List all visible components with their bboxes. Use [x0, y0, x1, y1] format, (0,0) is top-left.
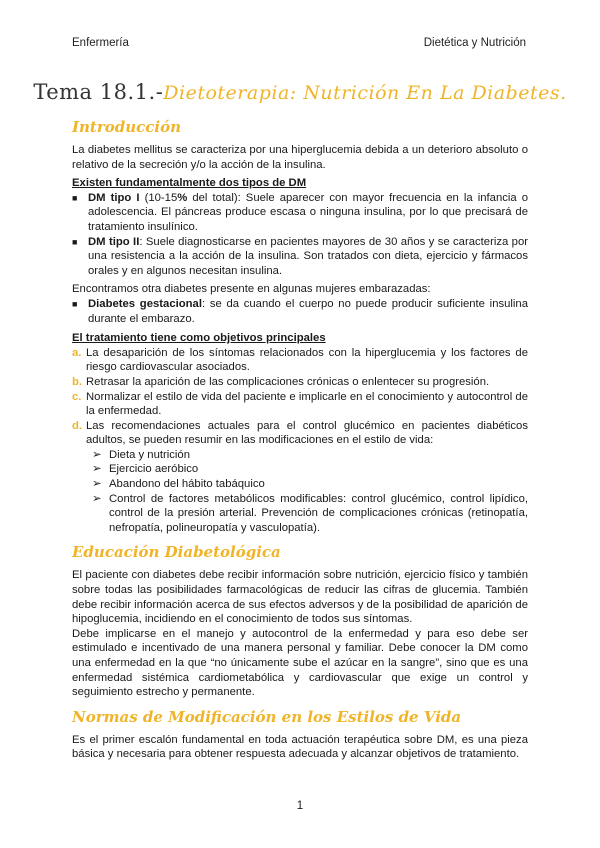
education-paragraph-1: El paciente con diabetes debe recibir información sobre nutrición, ejercicio físico y también sobre todas las posibilidades farmacológicas de reducir las cifras de glucemia. También debe recibir información acerca de sus efectos adversos y de la posibilidad de aparición de hipoglucemia, incidiendo en el conocimiento de todos sus síntomas. — [72, 569, 528, 626]
list-item-gestational: ■ Diabetes gestacional: se da cuando el cuerpo no puede producir suficiente insulina durante el embarazo. — [72, 297, 528, 325]
arrow-bullet-icon: ➢ — [92, 492, 102, 505]
objectives-heading: El tratamiento tiene como objetivos principales — [72, 332, 326, 345]
sub-item-diet: ➢ Dieta y nutrición — [92, 448, 190, 461]
letter-marker: b. — [72, 375, 83, 388]
term-dm2: DM tipo II — [88, 235, 140, 248]
other-diabetes-text: Encontramos otra diabetes presente en algunas mujeres embarazadas: — [72, 283, 431, 296]
objective-c: c. Normalizar el estilo de vida del paciente e implicarle en el conocimiento y autocontrol de la enfermedad. — [72, 390, 528, 418]
square-bullet-icon: ■ — [72, 236, 78, 247]
arrow-bullet-icon: ➢ — [92, 448, 102, 461]
square-bullet-icon: ■ — [72, 298, 78, 309]
sub-item-tobacco: ➢ Abandono del hábito tabáquico — [92, 478, 265, 491]
arrow-bullet-icon: ➢ — [92, 463, 102, 476]
section-heading-norms: Normas de Modificación en los Estilos de Vida — [72, 707, 462, 726]
objective-d: d. Las recomendaciones actuales para el control glucémico en pacientes diabéticos adultos, se pueden resumir en las modificaciones en el estilo de vida: — [72, 419, 528, 447]
list-item-dm2: ■ DM tipo II: Suele diagnosticarse en pacientes mayores de 30 años y se caracteriza por una resistencia a la acción de la insulina. Son tratados con dieta, ejercicio y fármacos orales y en algunos necesitan insulina. — [72, 235, 528, 277]
page-number: 1 — [296, 800, 304, 812]
sub-item-exercise: ➢ Ejercicio aeróbico — [92, 463, 199, 476]
objective-a: a. La desaparición de los síntomas relacionados con la hiperglucemia y los factores de riesgo cardiovascular asociados. — [72, 346, 528, 374]
header-right: Dietética y Nutrición — [423, 37, 526, 49]
section-heading-education: Educación Diabetológica — [72, 543, 281, 562]
arrow-bullet-icon: ➢ — [92, 478, 102, 491]
section-heading-intro: Introducción — [72, 118, 182, 136]
term-dm1: DM tipo I — [88, 191, 140, 204]
title-number: Tema 18.1.- — [33, 80, 164, 104]
education-paragraph-2: Debe implicarse en el manejo y autocontrol de la enfermedad y para eso debe ser estimulado e incentivado de una manera personal y familiar. Debe conocer la DM como una enfermedad en la que “no únicamente sube el azúcar en la sangre”, sino que es una enfermedad sistémica cardiometabólica y cardiovascular que exige un control y seguimiento estrecho y permanente. — [72, 627, 528, 699]
intro-paragraph: La diabetes mellitus se caracteriza por una hiperglucemia debida a un deterioro absoluto o relativo de la secreción y/o la acción de la insulina. — [72, 144, 528, 171]
list-item-dm1: ■ DM tipo I (10-15% del total): Suele aparecer con mayor frecuencia en la infancia o adolescencia. El páncreas produce escasa o ninguna insulina, por lo que precisará de tratamiento insulínico. — [72, 191, 529, 233]
types-heading: Existen fundamentalmente dos tipos de DM — [72, 177, 307, 190]
letter-marker: a. — [72, 346, 82, 359]
square-bullet-icon: ■ — [72, 192, 78, 203]
document-title — [0, 80, 600, 104]
letter-marker: c. — [72, 390, 82, 403]
objective-b: b. Retrasar la aparición de las complicaciones crónicas o enlentecer su progresión. — [72, 375, 490, 388]
sub-item-metabolic: ➢ Control de factores metabólicos modificables: control glucémico, control lipídico, control de la presión arterial. Prevención de complicaciones crónicas (retinopatía, nefropatía, polineuropatía y vasculopatía). — [92, 492, 528, 534]
norms-paragraph: Es el primer escalón fundamental en toda actuación terapéutica sobre DM, es una pieza básica y necesaria para obtener respuesta adecuada y alcanzar objetivos de tratamiento. — [72, 733, 528, 761]
term-gestational: Diabetes gestacional — [88, 297, 202, 310]
letter-marker: d. — [72, 419, 83, 432]
header-left: Enfermería — [72, 37, 129, 49]
title-text: Dietoterapia: Nutrición En La Diabetes. — [163, 82, 567, 104]
document-body — [72, 118, 528, 766]
